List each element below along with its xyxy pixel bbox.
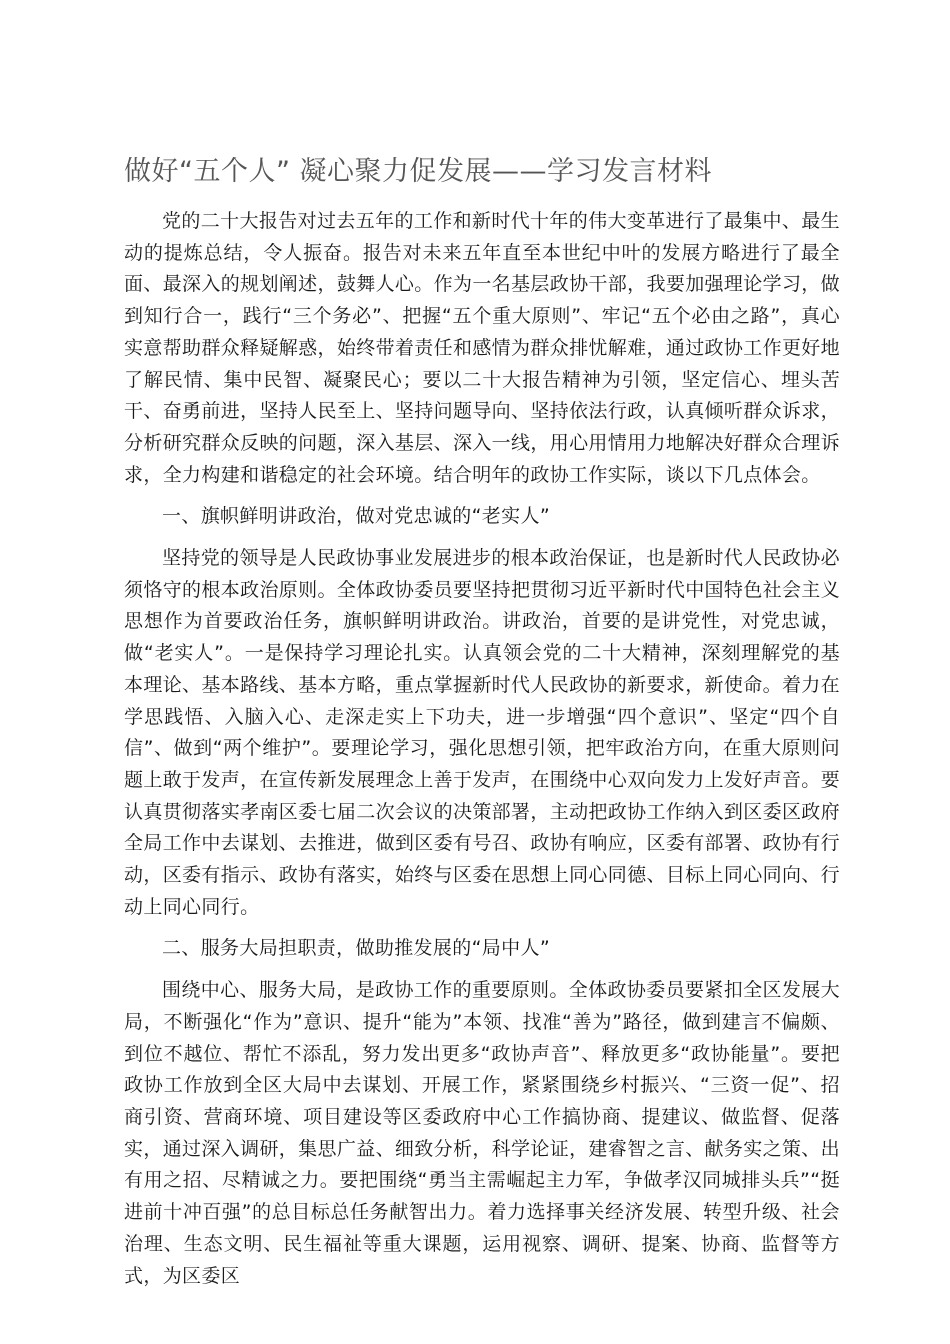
section-1-heading: 一、旗帜鲜明讲政治，做对党忠诚的“老实人”: [162, 505, 551, 528]
section-2-heading: 二、服务大局担职责，做助推发展的“局中人”: [162, 937, 551, 960]
document-body: [124, 206, 840, 1292]
section-2-paragraph: 围绕中心、服务大局，是政协工作的重要原则。全体政协委员要紧扣全区发展大局，不断强化“作为”意识、提升“能为”本领、找准“善为”路径，做到建言不偏颇、到位不越位、帮忙不添乱，努力发出更多“政协声音”、释放更多“政协能量”。要把政协工作放到全区大局中去谋划、开展工作，紧紧围绕乡村振兴、“三资一促”、招商引资、营商环境、项目建设等区委政府中心工作搞协商、提建议、做监督、促落实，通过深入调研，集思广益、细致分析，科学论证，建睿智之言、献务实之策、出有用之招、尽精诚之力。要把围绕“勇当主需崛起主力军，争做孝汉同城排头兵”“挺进前十冲百强”的总目标总任务献智出力。着力选择事关经济发展、转型升级、社会治理、生态文明、民生福祉等重大课题，运用视察、调研、提案、协商、监督等方式，为区委区: [124, 979, 840, 1287]
intro-paragraph: 党的二十大报告对过去五年的工作和新时代十年的伟大变革进行了最集中、最生动的提炼总结，令人振奋。报告对未来五年直至本世纪中叶的发展方略进行了最全面、最深入的规划阐述，鼓舞人心。作为一名基层政协干部，我要加强理论学习，做到知行合一，践行“三个务必”、把握“五个重大原则”、牢记“五个必由之路”，真心实意帮助群众释疑解惑，始终带着责任和感情为群众排忧解难，通过政协工作更好地了解民情、集中民智、凝聚民心；要以二十大报告精神为引领，坚定信心、埋头苦干、奋勇前进，坚持人民至上、坚持问题导向、坚持依法行政，认真倾听群众诉求，分析研究群众反映的问题，深入基层、深入一线，用心用情用力地解决好群众合理诉求，全力构建和谐稳定的社会环境。结合明年的政协工作实际，谈以下几点体会。: [124, 210, 840, 486]
document-title: 做好“五个人” 凝心聚力促发展——学习发言材料: [124, 156, 713, 187]
section-1-paragraph: 坚持党的领导是人民政协事业发展进步的根本政治保证，也是新时代人民政协必须恪守的根本政治原则。全体政协委员要坚持把贯彻习近平新时代中国特色社会主义思想作为首要政治任务，旗帜鲜明讲政治。讲政治，首要的是讲党性，对党忠诚，做“老实人”。一是保持学习理论扎实。认真领会党的二十大精神，深刻理解党的基本理论、基本路线、基本方略，重点掌握新时代人民政协的新要求，新使命。着力在学思践悟、入脑入心、走深走实上下功夫，进一步增强“四个意识”、坚定“四个自信”、做到“两个维护”。要理论学习，强化思想引领，把牢政治方向，在重大原则问题上敢于发声，在宣传新发展理念上善于发声，在围绕中心双向发力上发好声音。要认真贯彻落实孝南区委七届二次会议的决策部署，主动把政协工作纳入到区委区政府全局工作中去谋划、去推进，做到区委有号召、政协有响应，区委有部署、政协有行动，区委有指示、政协有落实，始终与区委在思想上同心同德、目标上同心同向、行动上同心同行。: [124, 547, 840, 918]
